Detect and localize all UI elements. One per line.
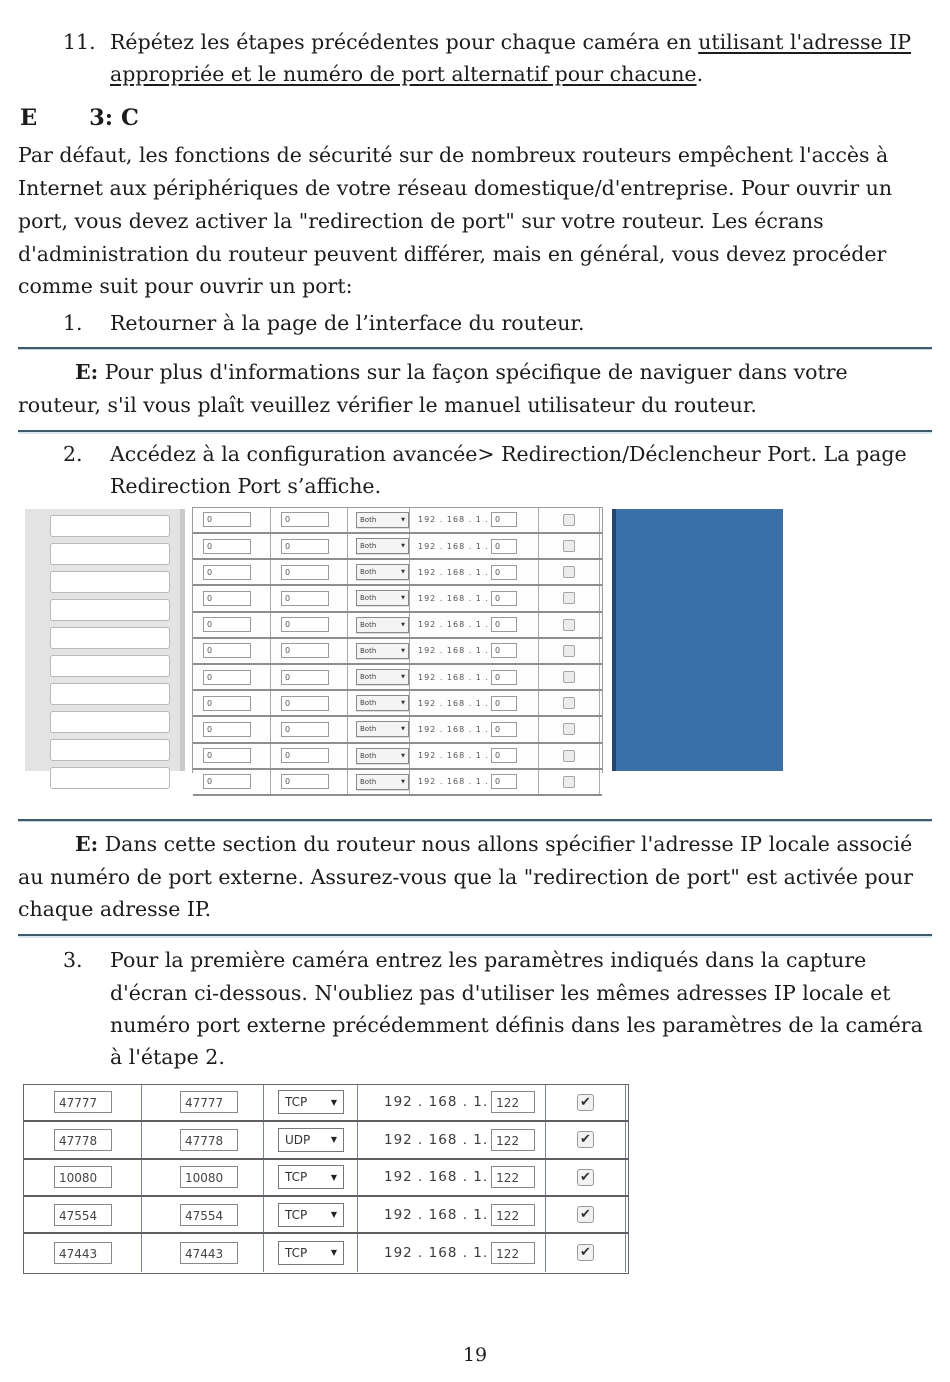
note-router-manual-text: [18, 356, 932, 422]
internal-port-input[interactable]: 47554: [180, 1204, 238, 1226]
enable-cell: [539, 560, 600, 584]
blue-panel: [612, 509, 783, 771]
protocol-dropdown[interactable]: [356, 748, 409, 764]
local-ip-prefix: 192 . 168 . 1 .: [418, 515, 489, 525]
enable-checkbox[interactable]: [563, 671, 575, 683]
local-ip-cell: [358, 1197, 546, 1232]
external-port-input[interactable]: 10080: [54, 1166, 112, 1188]
port-forward-row: [193, 717, 602, 743]
protocol-value: Both: [360, 673, 377, 682]
enable-cell: [539, 665, 600, 689]
local-ip-input[interactable]: 0: [491, 774, 517, 789]
step-3-number: 3.: [63, 948, 83, 973]
service-name-input[interactable]: [50, 767, 170, 789]
port-forward-row: [193, 613, 602, 639]
protocol-value: TCP: [285, 1207, 308, 1222]
enable-checkbox[interactable]: ✔: [577, 1131, 594, 1148]
local-ip-prefix: 192 . 168 . 1 .: [418, 620, 489, 630]
port-forward-table-empty: [192, 507, 603, 787]
local-ip-prefix: 192 . 168 . 1.: [384, 1206, 489, 1223]
internal-port-input[interactable]: 0: [281, 565, 329, 580]
local-ip-cell: [410, 691, 539, 715]
enable-checkbox[interactable]: [563, 514, 575, 526]
chevron-down-icon: ▼: [401, 674, 405, 681]
external-port-cell: [193, 691, 271, 715]
port-forward-row: [193, 560, 602, 586]
protocol-dropdown[interactable]: [278, 1090, 344, 1114]
chevron-down-icon: ▼: [401, 778, 405, 785]
protocol-cell: [348, 534, 410, 558]
protocol-value: TCP: [285, 1095, 308, 1110]
protocol-dropdown[interactable]: [356, 564, 409, 580]
enable-cell: [539, 770, 600, 794]
local-ip-input[interactable]: 0: [491, 591, 517, 606]
protocol-cell: [348, 560, 410, 584]
port-forward-row: [193, 534, 602, 560]
protocol-value: Both: [360, 725, 377, 734]
external-port-cell: [193, 639, 271, 663]
internal-port-input[interactable]: 47777: [180, 1091, 238, 1113]
external-port-input[interactable]: 0: [203, 696, 251, 711]
protocol-dropdown[interactable]: [356, 669, 409, 685]
chevron-down-icon: ▼: [401, 726, 405, 733]
port-forward-row: [24, 1085, 628, 1122]
enable-cell: [546, 1085, 626, 1120]
enable-checkbox[interactable]: ✔: [577, 1169, 594, 1186]
internal-port-input[interactable]: 0: [281, 748, 329, 763]
enable-cell: [539, 639, 600, 663]
enable-cell: [539, 691, 600, 715]
enable-cell: [546, 1160, 626, 1195]
local-ip-cell: [410, 639, 539, 663]
port-forward-row: [193, 586, 602, 612]
protocol-dropdown[interactable]: [356, 617, 409, 633]
protocol-value: Both: [360, 568, 377, 577]
enable-cell: [539, 508, 600, 532]
local-ip-cell: [410, 613, 539, 637]
protocol-dropdown[interactable]: [356, 512, 409, 528]
port-forward-row: [193, 639, 602, 665]
step-11-text-suffix: .: [696, 62, 704, 87]
internal-port-input[interactable]: 0: [281, 722, 329, 737]
note-router-manual: [18, 347, 932, 432]
protocol-value: Both: [360, 646, 377, 655]
internal-port-input[interactable]: 0: [281, 617, 329, 632]
external-port-cell: [193, 613, 271, 637]
internal-port-cell: [271, 560, 348, 584]
internal-port-input[interactable]: 10080: [180, 1166, 238, 1188]
protocol-cell: [348, 639, 410, 663]
enable-cell: [546, 1122, 626, 1157]
port-forward-row: [24, 1160, 628, 1197]
local-ip-cell: [410, 744, 539, 768]
enable-cell: [539, 613, 600, 637]
local-ip-prefix: 192 . 168 . 1 .: [418, 541, 489, 551]
protocol-cell: [348, 613, 410, 637]
protocol-value: Both: [360, 751, 377, 760]
internal-port-input[interactable]: 47443: [180, 1242, 238, 1264]
note-body: Dans cette section du routeur nous allons spécifier l'adresse IP locale associé au numéro de port externe. Assurez-vous que la "redirection de port" est activée pour chaque adresse IP.: [18, 831, 913, 922]
step-11: [18, 26, 932, 91]
chevron-down-icon: ▼: [401, 621, 405, 628]
external-port-cell: [193, 560, 271, 584]
external-port-cell: [193, 744, 271, 768]
chevron-down-icon: ▼: [330, 1097, 337, 1107]
section-heading-part1: E: [20, 104, 38, 131]
local-ip-input[interactable]: 0: [491, 512, 517, 527]
internal-port-cell: [271, 508, 348, 532]
note-label: E:: [75, 831, 99, 856]
protocol-dropdown[interactable]: [356, 721, 409, 737]
local-ip-cell: [410, 560, 539, 584]
protocol-dropdown[interactable]: [278, 1241, 344, 1265]
section-heading-part2: 3: C: [89, 104, 139, 131]
note-ip-section: [18, 819, 932, 936]
protocol-value: Both: [360, 594, 377, 603]
intro-paragraph: Par défaut, les fonctions de sécurité sur de nombreux routeurs empêchent l'accès à Internet aux périphériques de votre réseau domestique/d'entreprise. Pour ouvrir un port, vous devez activer la "redirection de port" sur votre routeur. Les écrans d'administration du routeur peuvent différer, mais en général, vous devez procéder comme suit pour ouvrir un port:: [18, 143, 893, 299]
chevron-down-icon: ▼: [330, 1135, 337, 1145]
local-ip-cell: [410, 770, 539, 794]
chevron-down-icon: ▼: [330, 1210, 337, 1220]
enable-checkbox[interactable]: [563, 776, 575, 788]
service-name-input[interactable]: [50, 599, 170, 621]
local-ip-cell: [410, 717, 539, 741]
port-forward-row: [193, 744, 602, 770]
chevron-down-icon: ▼: [330, 1248, 337, 1258]
local-ip-cell: [410, 534, 539, 558]
external-port-input[interactable]: 0: [203, 748, 251, 763]
port-forward-row: [193, 770, 602, 796]
local-ip-cell: [358, 1085, 546, 1120]
internal-port-cell: [271, 665, 348, 689]
step-1: [18, 307, 932, 339]
protocol-cell: [348, 508, 410, 532]
protocol-dropdown[interactable]: [278, 1203, 344, 1227]
internal-port-input[interactable]: 0: [281, 591, 329, 606]
step-2-text: Accédez à la configuration avancée> Redirection/Déclencheur Port. La page Redirection Port s’affiche.: [110, 442, 907, 499]
chevron-down-icon: ▼: [401, 752, 405, 759]
local-ip-cell: [410, 586, 539, 610]
local-ip-prefix: 192 . 168 . 1.: [384, 1244, 489, 1261]
internal-port-cell: [271, 639, 348, 663]
step-11-text-plain: Répétez les étapes précédentes pour chaque caméra en: [110, 30, 699, 54]
port-forward-row: [193, 691, 602, 717]
service-name-input[interactable]: [50, 515, 170, 537]
internal-port-cell: [142, 1197, 264, 1232]
external-port-input[interactable]: 0: [203, 617, 251, 632]
chevron-down-icon: ▼: [330, 1172, 337, 1182]
document-page: [18, 26, 932, 1366]
external-port-input[interactable]: 0: [203, 591, 251, 606]
protocol-cell: [348, 744, 410, 768]
external-port-input[interactable]: 0: [203, 670, 251, 685]
enable-cell: [546, 1197, 626, 1232]
internal-port-cell: [271, 613, 348, 637]
internal-port-input[interactable]: 0: [281, 512, 329, 527]
protocol-cell: [348, 770, 410, 794]
step-3: [18, 944, 932, 1074]
enable-checkbox[interactable]: [563, 540, 575, 552]
local-ip-cell: [410, 508, 539, 532]
local-ip-input[interactable]: 0: [491, 696, 517, 711]
protocol-cell: [264, 1085, 358, 1120]
chevron-down-icon: ▼: [401, 516, 405, 523]
external-port-input[interactable]: 47443: [54, 1242, 112, 1264]
local-ip-prefix: 192 . 168 . 1 .: [418, 724, 489, 734]
local-ip-prefix: 192 . 168 . 1 .: [418, 777, 489, 787]
service-name-input[interactable]: [50, 543, 170, 565]
port-forward-row: [24, 1122, 628, 1159]
internal-port-cell: [142, 1085, 264, 1120]
local-ip-prefix: 192 . 168 . 1.: [384, 1131, 489, 1148]
external-port-input[interactable]: 0: [203, 512, 251, 527]
protocol-cell: [348, 717, 410, 741]
external-port-cell: [24, 1160, 142, 1195]
router-sidebar-fields: [25, 509, 185, 771]
external-port-cell: [24, 1234, 142, 1271]
internal-port-cell: [271, 744, 348, 768]
note-ip-section-text: [18, 828, 932, 926]
local-ip-input[interactable]: 122: [491, 1129, 535, 1151]
local-ip-input[interactable]: 0: [491, 617, 517, 632]
protocol-value: Both: [360, 542, 377, 551]
protocol-dropdown[interactable]: [278, 1128, 344, 1152]
step-11-text: [110, 26, 932, 91]
service-name-input[interactable]: [50, 571, 170, 593]
local-ip-cell: [358, 1122, 546, 1157]
internal-port-cell: [271, 770, 348, 794]
service-name-input[interactable]: [50, 683, 170, 705]
external-port-cell: [24, 1197, 142, 1232]
enable-checkbox[interactable]: [563, 645, 575, 657]
internal-port-input[interactable]: 0: [281, 670, 329, 685]
enable-checkbox[interactable]: ✔: [577, 1094, 594, 1111]
local-ip-prefix: 192 . 168 . 1.: [384, 1169, 489, 1186]
internal-port-cell: [142, 1160, 264, 1195]
protocol-cell: [264, 1160, 358, 1195]
protocol-cell: [264, 1122, 358, 1157]
step-1-number: 1.: [63, 311, 83, 336]
internal-port-input[interactable]: 47778: [180, 1129, 238, 1151]
local-ip-input[interactable]: 122: [491, 1166, 535, 1188]
protocol-value: UDP: [285, 1132, 311, 1147]
enable-checkbox[interactable]: [563, 566, 575, 578]
protocol-value: TCP: [285, 1245, 308, 1260]
local-ip-input[interactable]: 0: [491, 565, 517, 580]
port-forward-row: [24, 1234, 628, 1271]
external-port-cell: [193, 534, 271, 558]
external-port-cell: [193, 770, 271, 794]
local-ip-prefix: 192 . 168 . 1 .: [418, 751, 489, 761]
local-ip-prefix: 192 . 168 . 1 .: [418, 567, 489, 577]
enable-checkbox[interactable]: [563, 750, 575, 762]
protocol-dropdown[interactable]: [356, 590, 409, 606]
port-forward-row: [193, 508, 602, 534]
external-port-cell: [24, 1085, 142, 1120]
port-forward-row: [193, 665, 602, 691]
external-port-cell: [193, 717, 271, 741]
enable-cell: [539, 534, 600, 558]
protocol-cell: [348, 665, 410, 689]
local-ip-cell: [410, 665, 539, 689]
external-port-input[interactable]: 0: [203, 722, 251, 737]
internal-port-input[interactable]: 0: [281, 696, 329, 711]
local-ip-prefix: 192 . 168 . 1 .: [418, 698, 489, 708]
chevron-down-icon: ▼: [401, 647, 405, 654]
local-ip-input[interactable]: 0: [491, 670, 517, 685]
router-screenshot-empty: [25, 507, 783, 787]
protocol-cell: [348, 691, 410, 715]
protocol-value: Both: [360, 620, 377, 629]
protocol-dropdown[interactable]: [356, 643, 409, 659]
local-ip-input[interactable]: 0: [491, 748, 517, 763]
local-ip-prefix: 192 . 168 . 1.: [384, 1094, 489, 1111]
local-ip-input[interactable]: 0: [491, 643, 517, 658]
step-3-text: Pour la première caméra entrez les paramètres indiqués dans la capture d'écran ci-dessous. N'oubliez pas d'utiliser les mêmes adresses IP locale et numéro port externe précédemment définis dans les paramètres de la caméra à l'étape 2.: [110, 948, 923, 1070]
protocol-value: Both: [360, 515, 377, 524]
internal-port-cell: [271, 586, 348, 610]
step-11-text-underlined: utilisant l'adresse IP appropriée et le numéro de port alternatif pour chacune: [110, 30, 912, 87]
external-port-input[interactable]: 0: [203, 565, 251, 580]
local-ip-input[interactable]: 122: [491, 1091, 535, 1113]
service-name-input[interactable]: [50, 627, 170, 649]
step-2-number: 2.: [63, 442, 83, 467]
protocol-value: Both: [360, 777, 377, 786]
internal-port-cell: [142, 1234, 264, 1271]
internal-port-input[interactable]: 0: [281, 774, 329, 789]
service-name-input[interactable]: [50, 711, 170, 733]
external-port-input[interactable]: 47554: [54, 1204, 112, 1226]
external-port-cell: [193, 508, 271, 532]
external-port-input[interactable]: 0: [203, 643, 251, 658]
external-port-input[interactable]: 0: [203, 539, 251, 554]
internal-port-cell: [271, 534, 348, 558]
protocol-cell: [264, 1234, 358, 1271]
external-port-input[interactable]: 47778: [54, 1129, 112, 1151]
enable-checkbox[interactable]: ✔: [577, 1244, 594, 1261]
enable-cell: [539, 717, 600, 741]
protocol-value: TCP: [285, 1170, 308, 1185]
enable-cell: [539, 586, 600, 610]
external-port-cell: [24, 1122, 142, 1157]
service-name-input[interactable]: [50, 739, 170, 761]
enable-checkbox[interactable]: [563, 723, 575, 735]
local-ip-input[interactable]: 122: [491, 1242, 535, 1264]
protocol-dropdown[interactable]: [356, 774, 409, 790]
external-port-input[interactable]: 47777: [54, 1091, 112, 1113]
step-1-text: Retourner à la page de l’interface du routeur.: [110, 311, 585, 336]
enable-checkbox[interactable]: [563, 592, 575, 604]
port-forward-row: [24, 1197, 628, 1234]
protocol-cell: [264, 1197, 358, 1232]
protocol-cell: [348, 586, 410, 610]
protocol-value: Both: [360, 699, 377, 708]
internal-port-input[interactable]: 0: [281, 539, 329, 554]
internal-port-cell: [142, 1122, 264, 1157]
local-ip-cell: [358, 1234, 546, 1271]
step-11-number: 11.: [63, 30, 96, 54]
external-port-input[interactable]: 0: [203, 774, 251, 789]
local-ip-prefix: 192 . 168 . 1 .: [418, 593, 489, 603]
enable-cell: [546, 1234, 626, 1271]
enable-checkbox[interactable]: [563, 619, 575, 631]
external-port-cell: [193, 665, 271, 689]
section-heading: [20, 103, 932, 133]
protocol-dropdown[interactable]: [356, 538, 409, 554]
note-label: E:: [75, 360, 99, 385]
local-ip-input[interactable]: 122: [491, 1204, 535, 1226]
service-name-input[interactable]: [50, 655, 170, 677]
enable-checkbox[interactable]: ✔: [577, 1206, 594, 1223]
local-ip-input[interactable]: 0: [491, 722, 517, 737]
protocol-dropdown[interactable]: [278, 1165, 344, 1189]
chevron-down-icon: ▼: [401, 700, 405, 707]
page-number: 19: [462, 1343, 488, 1366]
note-body: Pour plus d'informations sur la façon spécifique de naviguer dans votre routeur, s'il vous plaît veuillez vérifier le manuel utilisateur du routeur.: [18, 360, 848, 418]
chevron-down-icon: ▼: [401, 569, 405, 576]
internal-port-input[interactable]: 0: [281, 643, 329, 658]
internal-port-cell: [271, 691, 348, 715]
local-ip-prefix: 192 . 168 . 1 .: [418, 672, 489, 682]
local-ip-input[interactable]: 0: [491, 539, 517, 554]
enable-checkbox[interactable]: [563, 697, 575, 709]
external-port-cell: [193, 586, 271, 610]
enable-cell: [539, 744, 600, 768]
router-screenshot-filled: [23, 1084, 629, 1274]
chevron-down-icon: ▼: [401, 543, 405, 550]
internal-port-cell: [271, 717, 348, 741]
protocol-dropdown[interactable]: [356, 695, 409, 711]
step-2: [18, 438, 932, 503]
local-ip-cell: [358, 1160, 546, 1195]
local-ip-prefix: 192 . 168 . 1 .: [418, 646, 489, 656]
chevron-down-icon: ▼: [401, 595, 405, 602]
